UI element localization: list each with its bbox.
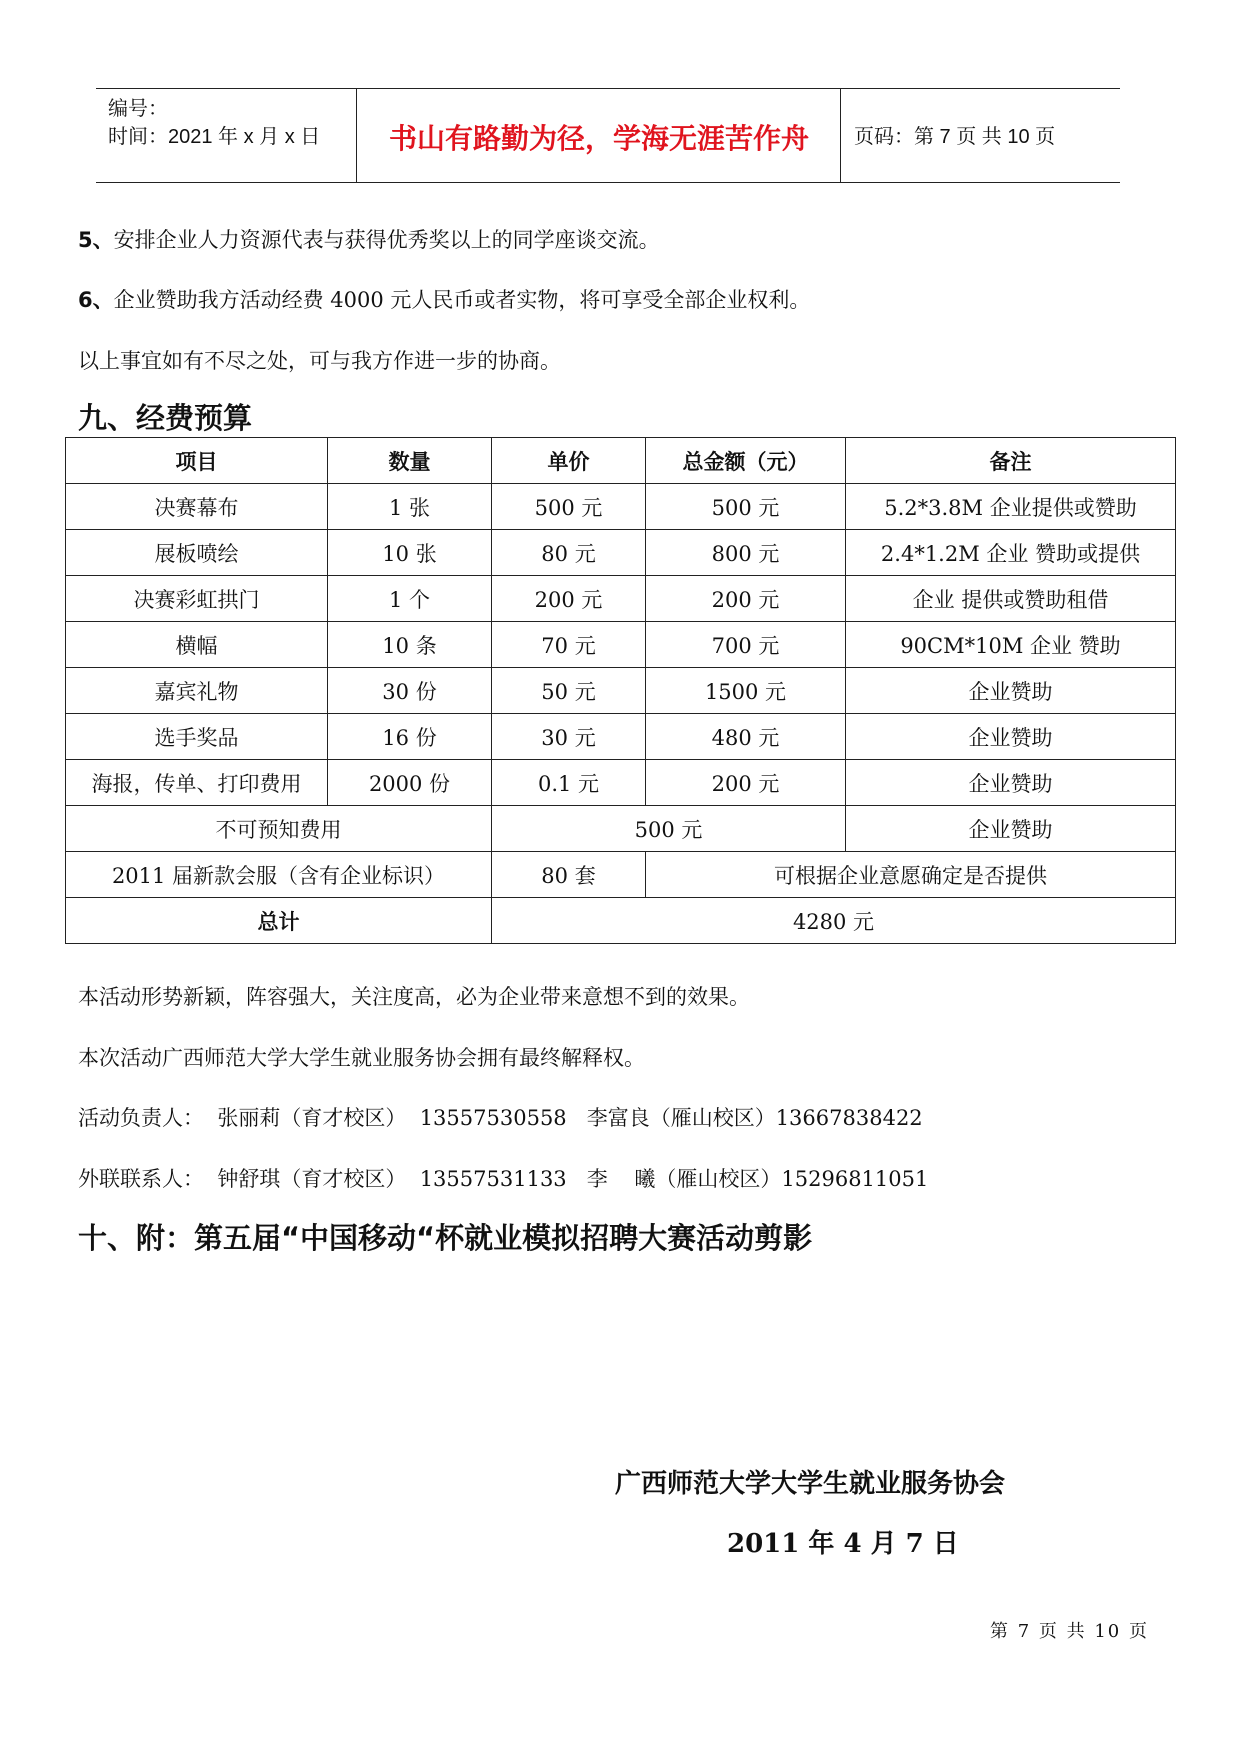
table-cell: 90CM*10M 企业 赞助 <box>846 622 1176 668</box>
table-cell: 70 元 <box>492 622 646 668</box>
table-cell: 800 元 <box>646 530 846 576</box>
table-row-total <box>66 898 1176 944</box>
table-cell: 30 元 <box>492 714 646 760</box>
table-row <box>66 668 1176 714</box>
header-cell: 备注 <box>846 438 1176 484</box>
table-cell: 2011 届新款会服（含有企业标识） <box>66 852 492 898</box>
table-cell: 500 元 <box>492 484 646 530</box>
document-header <box>96 88 1120 183</box>
table-cell: 可根据企业意愿确定是否提供 <box>646 852 1176 898</box>
table-cell: 10 条 <box>328 622 492 668</box>
item-text: 企业赞助我方活动经费 4000 元人民币或者实物，将可享受全部企业权利。 <box>113 288 811 312</box>
header-time: 时间：2021 年 x 月 x 日 <box>108 126 321 148</box>
budget-table <box>65 437 1176 944</box>
table-cell: 展板喷绘 <box>66 530 328 576</box>
table-cell: 500 元 <box>492 806 846 852</box>
total-label: 总计 <box>66 898 492 944</box>
table-row <box>66 530 1176 576</box>
table-cell: 1500 元 <box>646 668 846 714</box>
table-cell: 企业赞助 <box>846 714 1176 760</box>
section-heading-appendix: 十、附：第五届“中国移动“杯就业模拟招聘大赛活动剪影 <box>78 1221 813 1255</box>
signature-date: 2011 年 4 月 7 日 <box>727 1529 959 1559</box>
paragraph-item-5: 5、安排企业人力资源代表与获得优秀奖以上的同学座谈交流。 <box>78 228 660 252</box>
header-number: 编号： <box>108 98 168 120</box>
table-row <box>66 622 1176 668</box>
table-cell: 50 元 <box>492 668 646 714</box>
contact-line-leader: 活动负责人： 张丽莉（育才校区） 13557530558 李富良（雁山校区）13667838422 <box>78 1106 923 1130</box>
table-cell: 嘉宾礼物 <box>66 668 328 714</box>
table-cell: 200 元 <box>646 576 846 622</box>
table-cell: 80 套 <box>492 852 646 898</box>
table-cell: 企业赞助 <box>846 760 1176 806</box>
table-cell: 不可预知费用 <box>66 806 492 852</box>
table-row <box>66 714 1176 760</box>
table-cell: 2000 份 <box>328 760 492 806</box>
header-page-number: 页码：第 7 页 共 10 页 <box>854 126 1056 148</box>
header-meta <box>108 95 320 151</box>
table-cell: 1 张 <box>328 484 492 530</box>
header-divider <box>356 89 357 182</box>
table-cell: 2.4*1.2M 企业 赞助或提供 <box>846 530 1176 576</box>
table-cell: 海报，传单、打印费用 <box>66 760 328 806</box>
table-row <box>66 576 1176 622</box>
header-cell: 数量 <box>328 438 492 484</box>
table-cell: 决赛彩虹拱门 <box>66 576 328 622</box>
header-cell: 单价 <box>492 438 646 484</box>
table-cell: 500 元 <box>646 484 846 530</box>
header-motto: 书山有路勤为径，学海无涯苦作舟 <box>388 122 809 155</box>
page-footer: 第 7 页 共 10 页 <box>990 1621 1149 1642</box>
section-heading-budget: 九、经费预算 <box>78 401 253 435</box>
table-cell: 1 个 <box>328 576 492 622</box>
table-cell: 480 元 <box>646 714 846 760</box>
table-cell: 企业赞助 <box>846 806 1176 852</box>
table-row <box>66 484 1176 530</box>
table-cell: 10 张 <box>328 530 492 576</box>
header-divider <box>840 89 841 182</box>
table-cell: 30 份 <box>328 668 492 714</box>
closing-line-2: 本次活动广西师范大学大学生就业服务协会拥有最终解释权。 <box>78 1046 645 1070</box>
contact-line-liaison: 外联联系人： 钟舒琪（育才校区） 13557531133 李 曦（雁山校区）15296811051 <box>78 1167 929 1191</box>
paragraph-item-6: 6、企业赞助我方活动经费 4000 元人民币或者实物，将可享受全部企业权利。 <box>78 288 811 312</box>
signature-org: 广西师范大学大学生就业服务协会 <box>615 1469 1006 1499</box>
table-cell: 5.2*3.8M 企业提供或赞助 <box>846 484 1176 530</box>
total-amount: 4280 元 <box>492 898 1176 944</box>
item-number: 6 <box>78 288 93 312</box>
table-cell: 决赛幕布 <box>66 484 328 530</box>
item-number: 5 <box>78 228 93 252</box>
table-cell: 企业赞助 <box>846 668 1176 714</box>
table-cell: 选手奖品 <box>66 714 328 760</box>
table-cell: 700 元 <box>646 622 846 668</box>
table-row <box>66 760 1176 806</box>
table-cell: 企业 提供或赞助租借 <box>846 576 1176 622</box>
table-cell: 200 元 <box>492 576 646 622</box>
table-cell: 80 元 <box>492 530 646 576</box>
table-cell: 200 元 <box>646 760 846 806</box>
table-cell: 0.1 元 <box>492 760 646 806</box>
header-cell: 项目 <box>66 438 328 484</box>
table-row-unforeseen <box>66 806 1176 852</box>
closing-line-1: 本活动形势新颖，阵容强大，关注度高，必为企业带来意想不到的效果。 <box>78 985 750 1009</box>
table-row-uniform <box>66 852 1176 898</box>
paragraph-negotiate: 以上事宜如有不尽之处，可与我方作进一步的协商。 <box>78 349 561 373</box>
item-text: 安排企业人力资源代表与获得优秀奖以上的同学座谈交流。 <box>113 228 660 252</box>
table-cell: 横幅 <box>66 622 328 668</box>
table-cell: 16 份 <box>328 714 492 760</box>
table-header-row <box>66 438 1176 484</box>
header-cell: 总金额（元） <box>646 438 846 484</box>
